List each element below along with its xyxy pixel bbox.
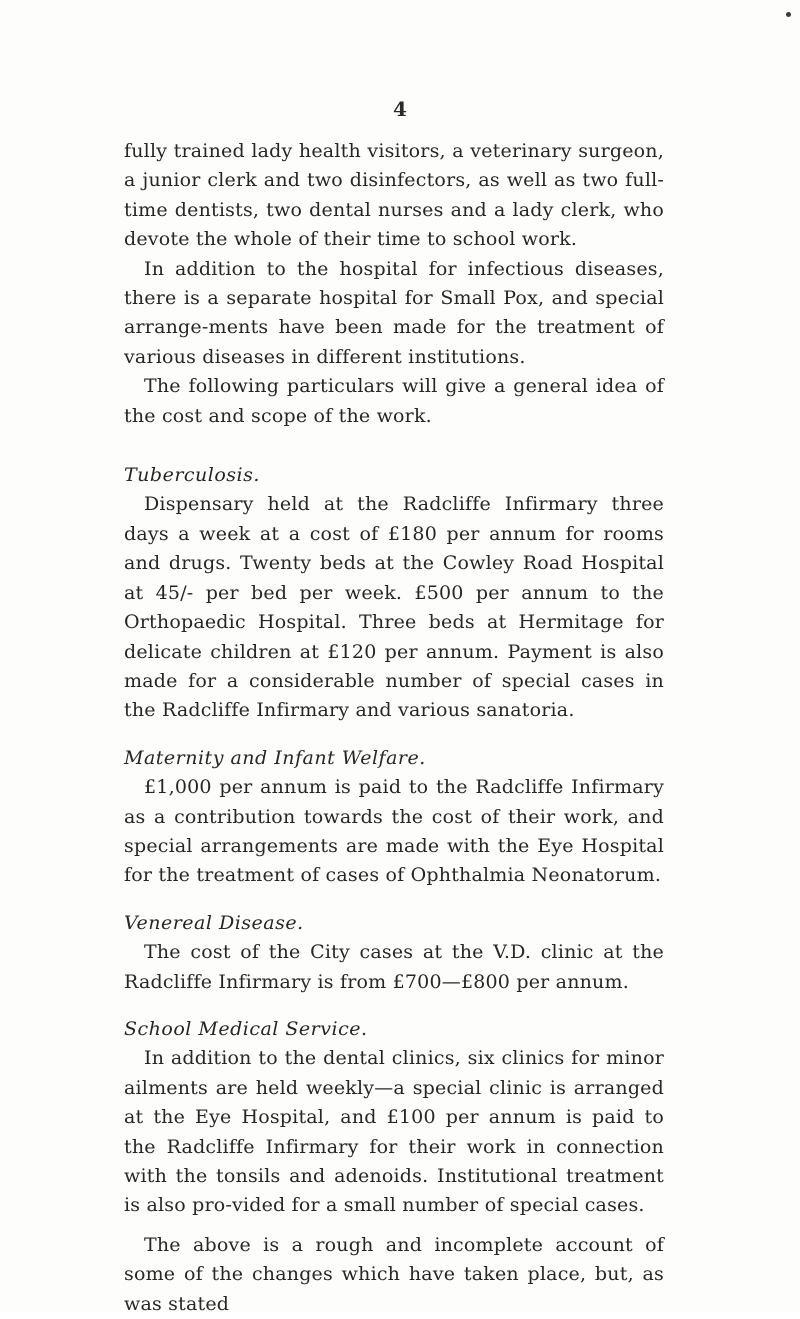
section-tuberculosis (124, 461, 664, 726)
body-text (124, 137, 664, 1319)
closing-paragraph: The above is a rough and incomplete account of some of the changes which have taken place, but, as was stated (124, 1233, 664, 1315)
section-body-venereal: The cost of the City cases at the V.D. clinic at the Radcliffe Infirmary is from £700—£800 per annum. (124, 941, 664, 993)
section-body-school: In addition to the dental clinics, six clinics for minor ailments are held weekly—a special clinic is arranged at the Eye Hospital, and £100 per annum is paid to the Radcliffe Infirmary for their work in connection with the tonsils and adenoids. Institutional treatment is also pro-vided for a small number of special cases. (124, 1047, 664, 1217)
section-school (124, 1015, 664, 1221)
section-maternity (124, 744, 664, 891)
section-heading-venereal: Venereal Disease. (124, 911, 304, 934)
section-heading-maternity: Maternity and Infant Welfare. (124, 746, 426, 769)
opening-paragraph-2: In addition to the hospital for infectious diseases, there is a separate hospital for Small Pox, and special arrange-ments have been made for the treatment of various diseases in different institutions. (124, 257, 664, 368)
section-heading-tuberculosis: Tuberculosis. (124, 464, 260, 487)
page-number: 4 (393, 97, 407, 121)
opening-paragraph-3: The following particulars will give a general idea of the cost and scope of the work. (124, 375, 664, 427)
corner-speck (786, 12, 791, 17)
opening-paragraph-1: fully trained lady health visitors, a veterinary surgeon, a junior clerk and two disinfectors, as well as two full-time dentists, two dental nurses and a lady clerk, who devote the whole of their time to school work. (124, 140, 664, 251)
section-venereal (124, 909, 664, 997)
section-body-maternity: £1,000 per annum is paid to the Radcliffe Infirmary as a contribution towards the cost of their work, and special arrangements are made with the Eye Hospital for the treatment of cases of Ophthalmia Neonatorum. (124, 776, 664, 887)
section-heading-school: School Medical Service. (124, 1017, 368, 1040)
section-body-tuberculosis: Dispensary held at the Radcliffe Infirmary three days a week at a cost of £180 per annum for rooms and drugs. Twenty beds at the Cowley Road Hospital at 45/- per bed per week. £500 per annum to the Orthopaedic Hospital. Three beds at Hermitage for delicate children at £120 per annum. Payment is also made for a considerable number of special cases in the Radcliffe Infirmary and various sanatoria. (124, 493, 664, 722)
